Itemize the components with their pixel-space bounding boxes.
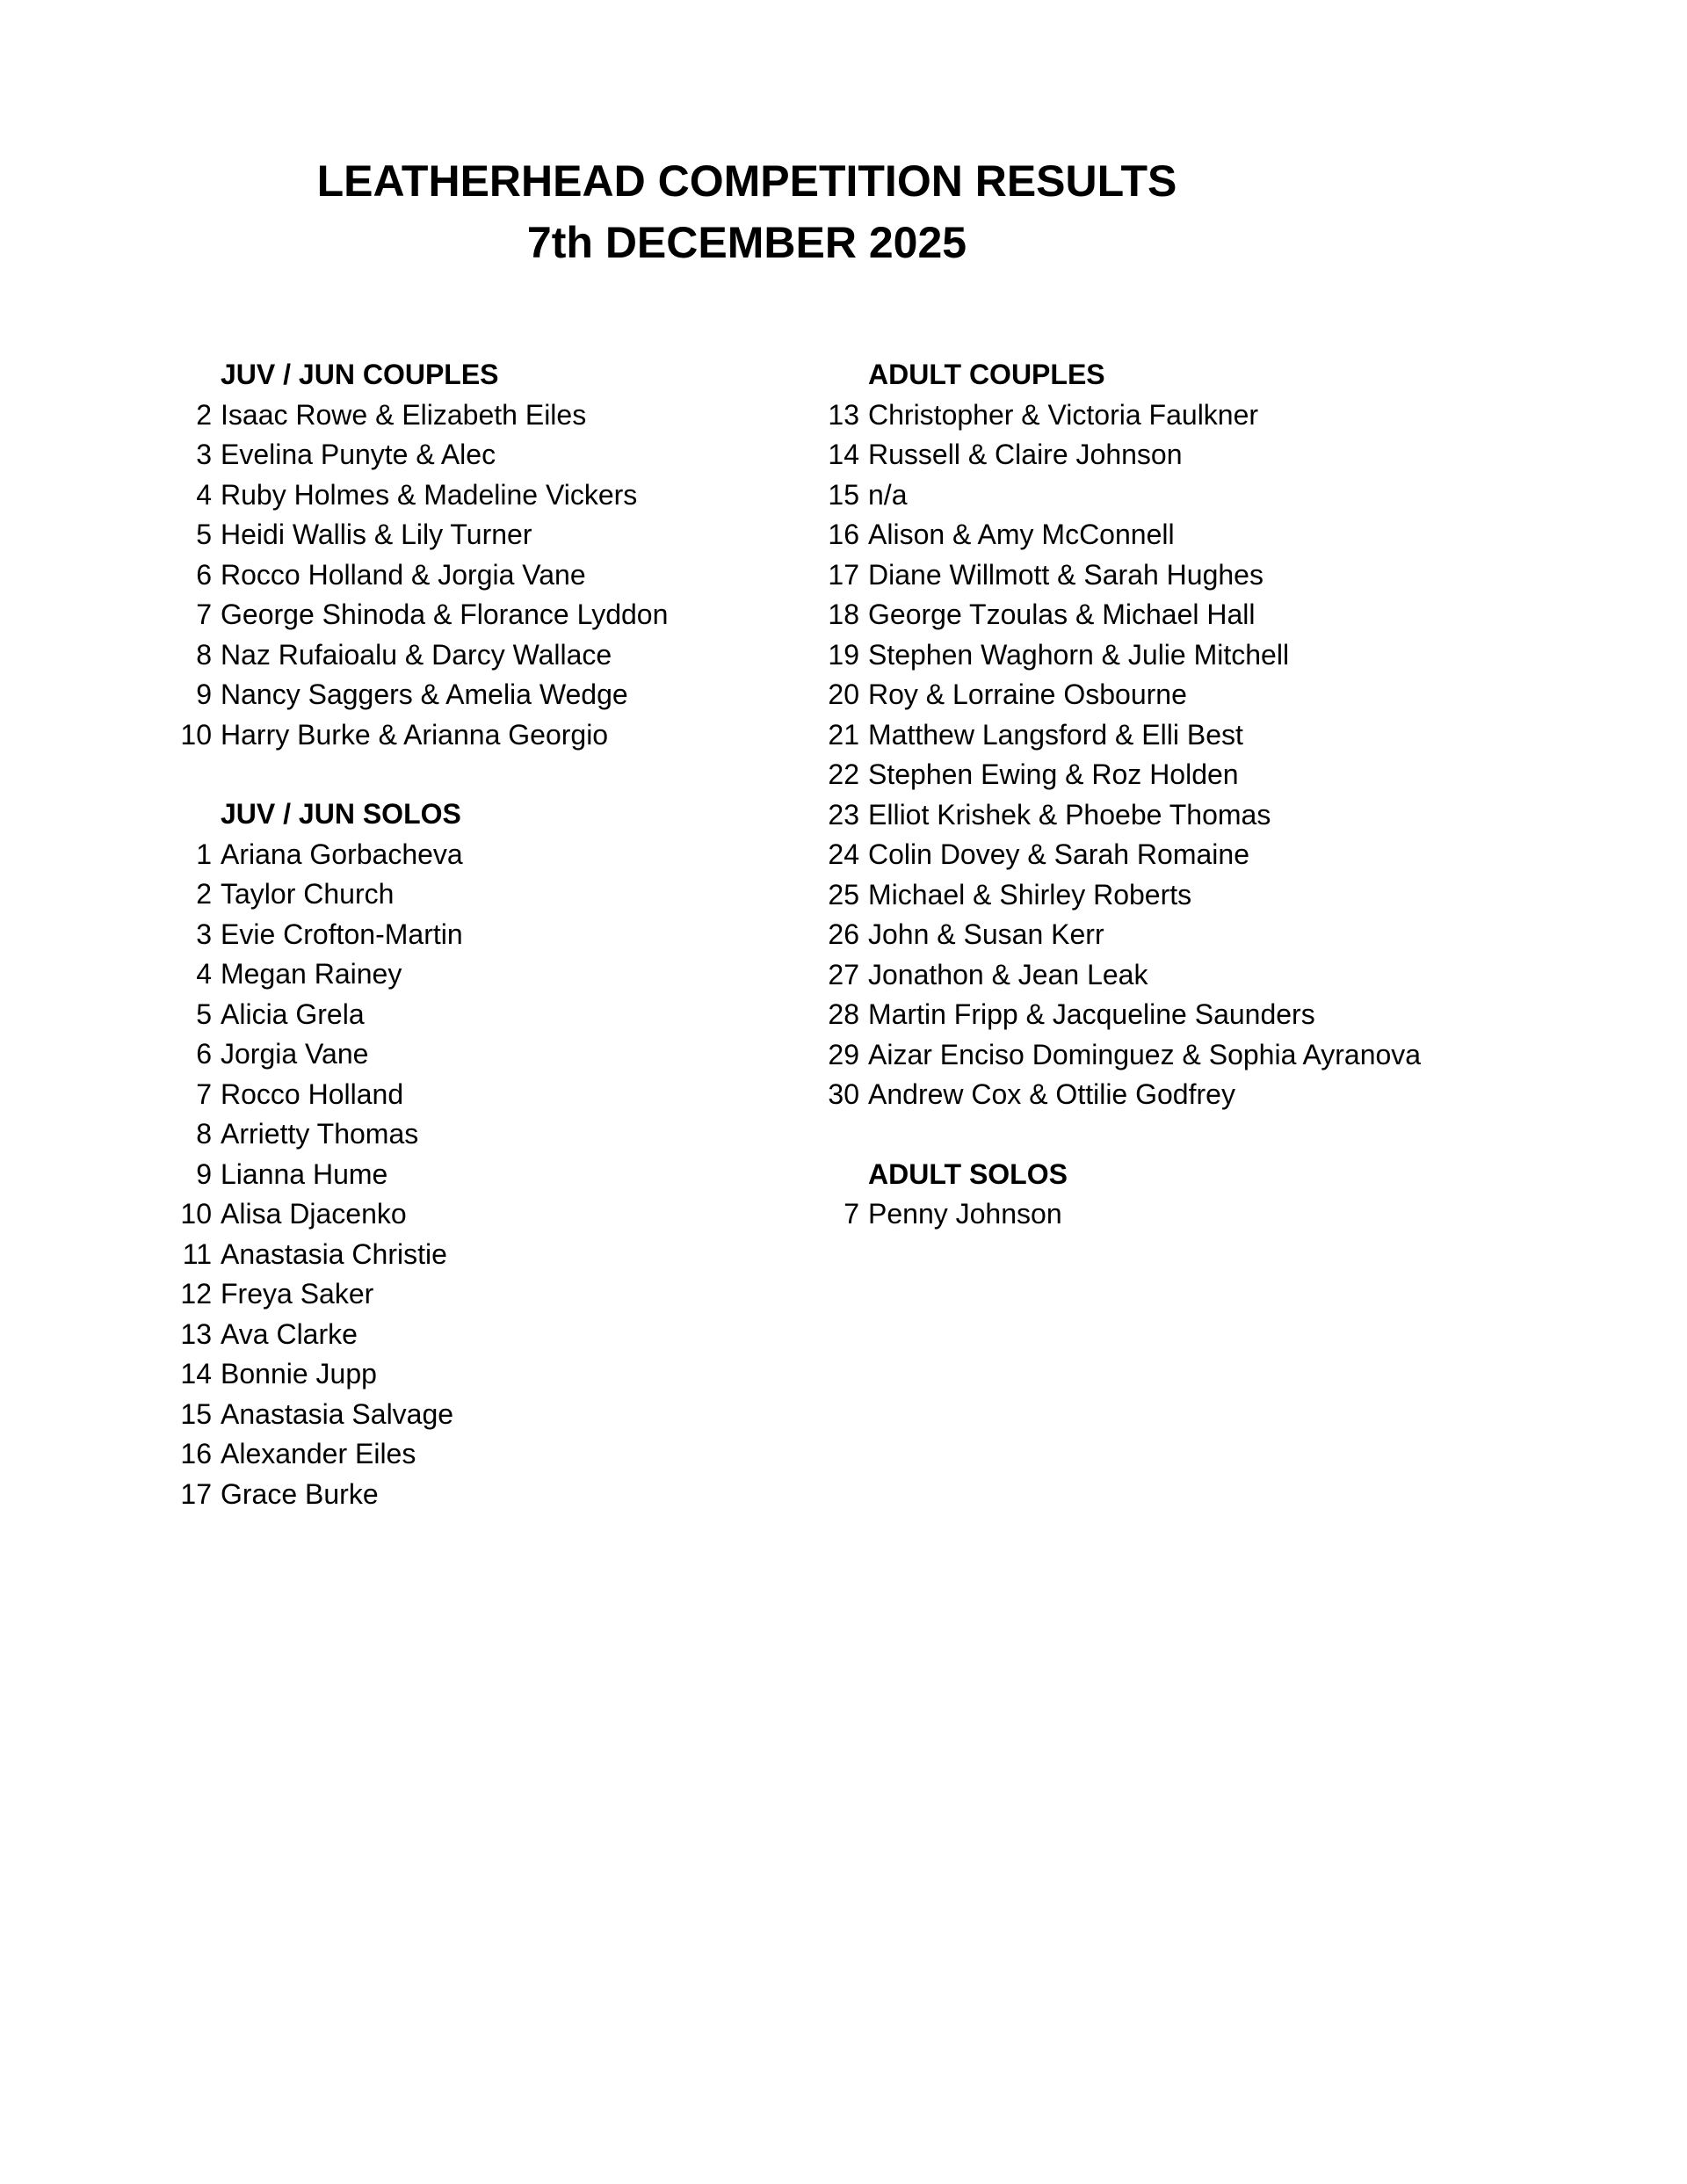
results-section [810, 355, 1513, 1115]
section-heading-label: JUV / JUN SOLOS [221, 798, 461, 830]
result-row [810, 395, 1513, 436]
result-name: Alisa Djacenko [221, 1198, 407, 1230]
result-place: 16 [828, 519, 859, 550]
result-place: 6 [196, 1038, 212, 1070]
result-place: 13 [828, 398, 859, 431]
result-row [163, 1114, 865, 1155]
result-row [163, 874, 865, 915]
result-row [810, 995, 1513, 1035]
section-heading-label: ADULT SOLOS [868, 1157, 1068, 1190]
result-place: 28 [828, 998, 859, 1030]
result-row [163, 1155, 865, 1195]
result-place: 4 [196, 478, 212, 511]
result-name: Ava Clarke [221, 1317, 358, 1350]
result-name: Jorgia Vane [221, 1038, 369, 1070]
result-row [163, 395, 865, 436]
result-place: 17 [180, 1477, 212, 1510]
result-place: 9 [196, 678, 212, 710]
result-row [163, 1194, 865, 1235]
result-name: Isaac Rowe & Elizabeth Eiles [221, 398, 587, 431]
result-name: Rocco Holland [221, 1077, 404, 1110]
result-name: Elliot Krishek & Phoebe Thomas [868, 798, 1271, 831]
result-row [810, 755, 1513, 795]
result-place: 5 [196, 519, 212, 550]
results-section [163, 355, 865, 755]
result-place: 20 [828, 678, 859, 710]
result-row [163, 1274, 865, 1315]
result-name: Grace Burke [221, 1477, 379, 1510]
result-name: Colin Dovey & Sarah Romaine [868, 838, 1249, 870]
result-row [810, 875, 1513, 916]
section-heading [163, 355, 865, 395]
result-row [163, 555, 865, 596]
result-name: Nancy Saggers & Amelia Wedge [221, 678, 628, 710]
result-row [810, 555, 1513, 596]
result-place: 14 [828, 439, 859, 470]
result-name: Diane Willmott & Sarah Hughes [868, 558, 1263, 591]
result-row [163, 1235, 865, 1275]
result-name: Lianna Hume [221, 1157, 388, 1190]
result-name: Harry Burke & Arianna Georgio [221, 718, 609, 751]
result-name: John & Susan Kerr [868, 918, 1104, 950]
result-row [163, 1475, 865, 1515]
result-name: Anastasia Salvage [221, 1397, 454, 1430]
result-name: Heidi Wallis & Lily Turner [221, 519, 532, 550]
result-row [163, 475, 865, 516]
result-place: 8 [196, 638, 212, 671]
result-row [163, 715, 865, 756]
result-place: 27 [828, 958, 859, 990]
result-name: Megan Rainey [221, 958, 402, 990]
result-name: Arrietty Thomas [221, 1118, 419, 1150]
results-section [163, 795, 865, 1514]
result-place: 14 [180, 1358, 212, 1389]
result-row [163, 1434, 865, 1475]
result-name: Penny Johnson [868, 1198, 1062, 1230]
result-name: Christopher & Victoria Faulkner [868, 398, 1259, 431]
result-row [163, 1315, 865, 1355]
result-place: 25 [828, 878, 859, 911]
result-place: 30 [828, 1078, 859, 1110]
result-row [163, 515, 865, 555]
result-row [163, 635, 865, 676]
result-row [810, 595, 1513, 635]
result-row [810, 1194, 1513, 1235]
result-name: n/a [868, 478, 908, 511]
result-name: George Tzoulas & Michael Hall [868, 599, 1256, 630]
result-name: Evelina Punyte & Alec [221, 439, 496, 470]
result-place: 1 [196, 838, 212, 870]
result-row [810, 1075, 1513, 1115]
result-place: 21 [828, 718, 859, 751]
result-row [810, 475, 1513, 516]
result-row [810, 635, 1513, 676]
result-place: 4 [196, 958, 212, 990]
result-place: 7 [844, 1198, 859, 1230]
result-place: 15 [828, 478, 859, 511]
result-place: 23 [828, 798, 859, 831]
result-name: Russell & Claire Johnson [868, 439, 1183, 470]
result-place: 16 [180, 1438, 212, 1469]
result-place: 18 [828, 599, 859, 630]
result-place: 26 [828, 918, 859, 950]
result-row [163, 954, 865, 995]
result-place: 13 [180, 1317, 212, 1350]
result-place: 29 [828, 1038, 859, 1070]
result-row [163, 835, 865, 875]
result-row [810, 955, 1513, 996]
result-place: 12 [180, 1278, 212, 1310]
result-row [810, 1035, 1513, 1076]
result-name: Jonathon & Jean Leak [868, 958, 1148, 990]
result-name: George Shinoda & Florance Lyddon [221, 599, 669, 630]
result-row [810, 515, 1513, 555]
page-title: LEATHERHEAD COMPETITION RESULTS [316, 156, 1177, 206]
result-name: Ariana Gorbacheva [221, 838, 463, 870]
results-section [810, 1155, 1513, 1235]
result-place: 9 [196, 1157, 212, 1190]
result-row [163, 1034, 865, 1075]
result-name: Evie Crofton-Martin [221, 918, 463, 950]
result-place: 22 [828, 758, 859, 790]
result-place: 11 [182, 1237, 212, 1270]
result-place: 17 [828, 558, 859, 591]
result-row [163, 1354, 865, 1395]
result-place: 10 [180, 718, 212, 751]
result-place: 7 [196, 599, 212, 630]
result-row [810, 715, 1513, 756]
section-heading [163, 795, 865, 835]
page-date: 7th DECEMBER 2025 [526, 218, 967, 267]
result-row [163, 675, 865, 715]
result-name: Rocco Holland & Jorgia Vane [221, 558, 586, 591]
result-name: Anastasia Christie [221, 1237, 447, 1270]
result-name: Aizar Enciso Dominguez & Sophia Ayranova [868, 1038, 1422, 1070]
result-place: 2 [196, 398, 212, 431]
result-name: Alicia Grela [221, 998, 365, 1030]
section-heading-label: ADULT COUPLES [868, 359, 1105, 390]
result-name: Taylor Church [221, 878, 395, 910]
result-row [810, 435, 1513, 475]
result-place: 10 [180, 1198, 212, 1230]
result-name: Alexander Eiles [221, 1438, 416, 1469]
result-name: Ruby Holmes & Madeline Vickers [221, 478, 638, 511]
result-name: Roy & Lorraine Osbourne [868, 678, 1187, 710]
result-name: Michael & Shirley Roberts [868, 878, 1192, 911]
result-row [163, 915, 865, 955]
result-name: Freya Saker [221, 1278, 374, 1310]
result-row [163, 995, 865, 1035]
result-place: 8 [196, 1118, 212, 1150]
result-name: Matthew Langsford & Elli Best [868, 718, 1243, 751]
section-heading [810, 355, 1513, 395]
result-row [810, 675, 1513, 715]
result-name: Andrew Cox & Ottilie Godfrey [868, 1078, 1235, 1110]
result-place: 3 [196, 918, 212, 950]
result-place: 6 [196, 558, 212, 591]
result-place: 3 [196, 439, 212, 470]
result-row [163, 1075, 865, 1115]
result-row [163, 435, 865, 475]
result-name: Stephen Waghorn & Julie Mitchell [868, 638, 1290, 671]
right-column [810, 355, 1513, 1235]
result-place: 19 [828, 638, 859, 671]
result-name: Stephen Ewing & Roz Holden [868, 758, 1239, 790]
result-place: 7 [196, 1077, 212, 1110]
result-row [810, 795, 1513, 836]
result-name: Alison & Amy McConnell [868, 519, 1175, 550]
section-heading [810, 1155, 1513, 1195]
section-heading-label: JUV / JUN COUPLES [221, 359, 499, 390]
left-column [163, 355, 865, 1514]
result-row [810, 835, 1513, 875]
result-place: 15 [180, 1397, 212, 1430]
result-name: Bonnie Jupp [221, 1358, 377, 1389]
result-name: Martin Fripp & Jacqueline Saunders [868, 998, 1315, 1030]
result-place: 24 [828, 838, 859, 870]
result-place: 2 [196, 878, 212, 910]
result-row [163, 1395, 865, 1435]
result-row [163, 595, 865, 635]
result-name: Naz Rufaioalu & Darcy Wallace [221, 638, 612, 671]
result-place: 5 [196, 998, 212, 1030]
result-row [810, 915, 1513, 955]
